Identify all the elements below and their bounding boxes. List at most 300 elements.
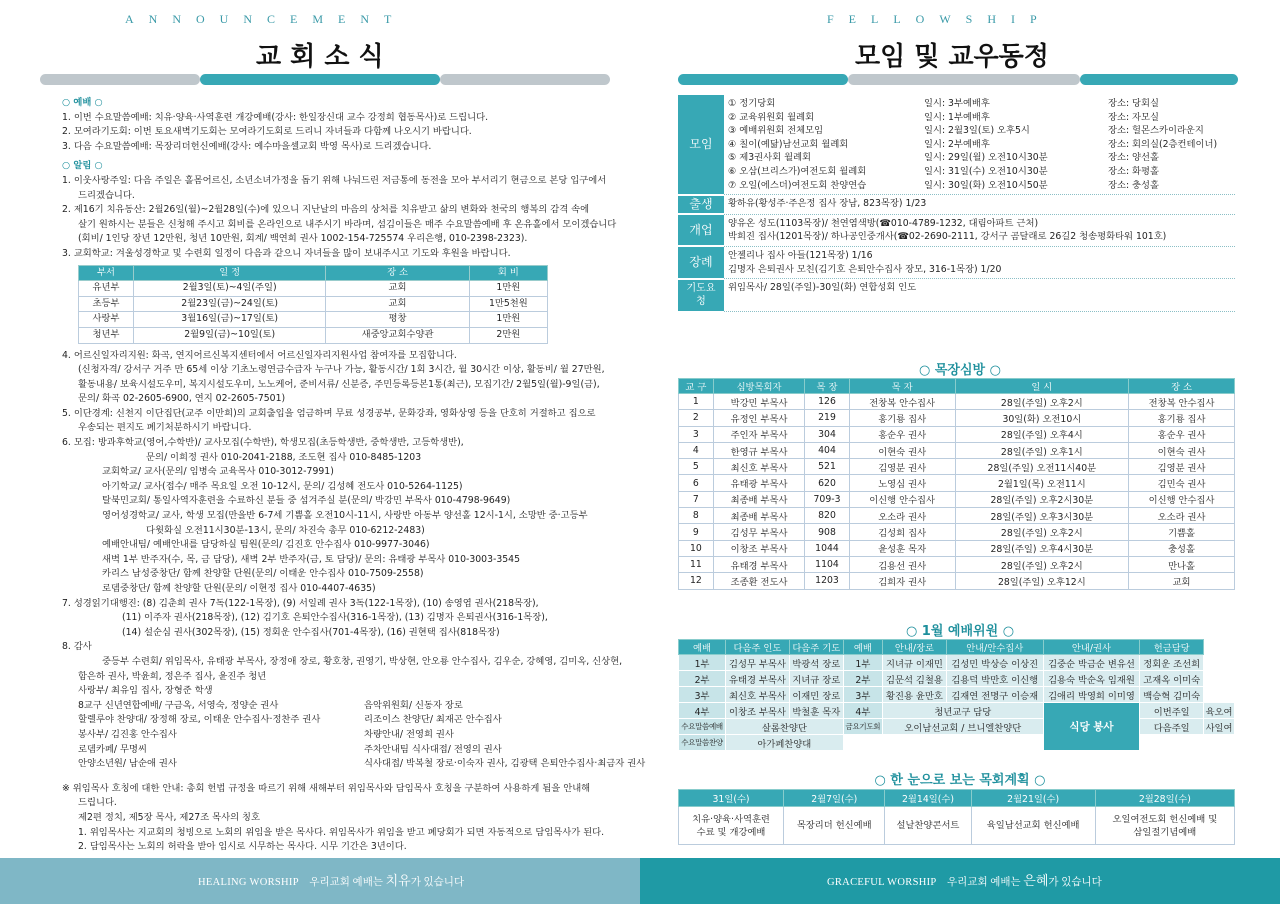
visit-table-cell: 10 — [679, 540, 714, 556]
table-row — [679, 687, 1235, 703]
meeting-field: 일시: 3부예배후 — [924, 98, 990, 109]
meal-service-cell: 사일여 — [1204, 719, 1235, 735]
notice-item: 다윗화실 오전11시30분-13시, 문의/ 차진숙 총무 010-6212-2483) — [146, 524, 425, 536]
table-row — [679, 410, 1235, 426]
notice-item: 제2편 정치, 제5장 목사, 제27조 목사의 칭호 — [78, 811, 261, 823]
visit-table-cell: 28일(주일) 오후3시30분 — [955, 508, 1129, 524]
table-row — [679, 573, 1235, 589]
visit-table-cell: 304 — [805, 426, 849, 442]
duty-table-cell: 이창조 부목사 — [726, 703, 790, 719]
funeral-list — [724, 246, 1235, 278]
visit-table-cell: 126 — [805, 394, 849, 410]
visit-table-header: 목 자 — [849, 379, 955, 394]
plan-table-header: 2월14일(수) — [885, 790, 971, 807]
notice-item: 영어성경학교/ 교사, 학생 모집(만을반 6-7세 기쁨홀 오전10시-11시, 사랑반 아동부 양선홀 12시-1시, 소망반 중·고등부 — [102, 510, 588, 522]
table-row — [679, 459, 1235, 475]
notice-list-1 — [62, 174, 617, 262]
table-row — [79, 327, 548, 343]
school-table-cell: 2월3일(토)~4일(주일) — [133, 281, 325, 297]
plan-title: ○ 한 눈으로 보는 목회계획 ○ — [874, 773, 1046, 788]
table-row — [679, 475, 1235, 491]
notice-item: 1. 이웃사랑주일: 다음 주일은 홀몸어르신, 소년소녀가정을 돕기 위해 나눠드린 저금통에 동전을 모아 부서리기 현금으로 본당 입구에서 — [62, 174, 607, 186]
thanks-item: 주차안내팀 식사대접/ 전영의 권사 — [364, 743, 502, 755]
meeting-field: ③ 예배위원회 전체모임 — [728, 125, 824, 137]
footer-phrase-post: 가 있습니다 — [410, 877, 465, 888]
fellowship-kicker: FELLOWSHIP — [827, 12, 1052, 26]
prayer-item: 위임목사/ 28일(주일)-30일(화) 연합성회 인도 — [728, 282, 917, 294]
title-bar-center — [848, 74, 1080, 85]
visit-table-cell: 28일(주일) 오후1시 — [955, 442, 1129, 458]
meeting-field: 일시: 2월3일(토) 오후5시 — [924, 125, 1030, 137]
table-row — [679, 491, 1235, 507]
notice-item: 교회학교/ 교사(문의/ 임병숙 교육목사 010-3012-7991) — [102, 466, 334, 478]
plan-line: 목장리더 헌신예배 — [796, 820, 872, 831]
visit-table — [678, 378, 1235, 590]
visit-table-cell: 김민숙 권사 — [1129, 475, 1235, 491]
visit-table-cell: 김성희 집사 — [849, 524, 955, 540]
visit-table-cell: 최종배 부목사 — [713, 508, 805, 524]
duty-table-header: 예배 — [679, 640, 726, 655]
visit-table-cell: 조종환 전도사 — [713, 573, 805, 589]
thanks-item: 로뎀카페/ 무명씨 — [78, 743, 147, 755]
visit-table-cell: 28일(주일) 오후12시 — [955, 573, 1129, 589]
visit-table-cell: 1203 — [805, 573, 849, 589]
duty-table-cell: 김재연 전명구 이승재 — [946, 687, 1043, 703]
table-row — [79, 312, 548, 328]
duty-table-header: 안내/장로 — [883, 640, 947, 655]
duty-table-cell: 4부 — [679, 703, 726, 719]
duty-table-cell: 김용숙 박순옥 임재원 — [1043, 671, 1140, 687]
duty-table-cell: 수요말씀예배 — [679, 719, 726, 735]
visit-table-header: 심방목회자 — [713, 379, 805, 394]
plan-line: 육일남선교회 헌신예배 — [986, 820, 1080, 831]
visit-table-cell: 최신호 부목사 — [713, 459, 805, 475]
birth-label: 출생 — [678, 195, 724, 215]
meeting-list — [724, 95, 1235, 195]
plan-table-header: 2월7일(수) — [784, 790, 885, 807]
thanks-item: 차량안내/ 전영희 권사 — [364, 728, 454, 740]
meeting-field: 일시: 29일(월) 오전10시30분 — [924, 152, 1048, 164]
footer-phrase-word: 치유 — [385, 873, 411, 888]
school-table-cell: 유년부 — [79, 281, 134, 297]
notice-item: 2. 제16기 치유동산: 2월26일(월)~2월28일(수)에 있으니 지난날의 마음의 상처를 치유받고 삶의 변화와 천국의 행복의 감격 속에 — [62, 204, 590, 216]
school-table-header: 일 정 — [133, 265, 325, 281]
duty-table-cell: 지녀규 이재민 — [883, 655, 947, 671]
title-bar-left — [678, 74, 848, 85]
duty-table-cell: 이재민 장로 — [789, 687, 843, 703]
duty-table-header: 헌금담당 — [1140, 640, 1204, 655]
visit-table-cell: 최종배 부목사 — [713, 491, 805, 507]
school-table-header: 장 소 — [326, 265, 469, 281]
school-table-cell: 교회 — [326, 281, 469, 297]
visit-table-cell: 28일(주일) 오후4시30분 — [955, 540, 1129, 556]
visit-table-cell: 709-3 — [805, 491, 849, 507]
duty-table-cell: 김애리 박영희 이미영 — [1043, 687, 1140, 703]
meeting-field: 장소: 충성홀 — [1108, 179, 1159, 191]
school-table-cell: 1만원 — [469, 312, 547, 328]
visit-title: ○ 목장심방 ○ — [919, 363, 1001, 378]
meeting-field: ② 교육위원회 월례회 — [728, 111, 815, 123]
visit-table-cell: 노영심 권사 — [849, 475, 955, 491]
table-row — [79, 296, 548, 312]
plan-line: 치유·양육·사역훈련 — [692, 813, 770, 825]
visit-table-cell: 주인자 부목사 — [713, 426, 805, 442]
duty-table-cell: 김용덕 박만호 이신행 — [946, 671, 1043, 687]
thanks-column-right — [364, 699, 646, 772]
visit-table-cell: 기쁨홀 — [1129, 524, 1235, 540]
thanks-columns — [62, 699, 646, 772]
duty-table-cell: 백승혁 김미숙 — [1140, 687, 1204, 703]
duty-table-cell: 김중순 박금순 변유선 — [1043, 655, 1140, 671]
visit-table-cell: 만나홀 — [1129, 556, 1235, 572]
visit-table-cell: 김영분 권사 — [1129, 459, 1235, 475]
notice-item: 로뎀중창단/ 함께 찬양할 단원(문의/ 이현정 집사 010-4407-4635) — [102, 583, 376, 594]
notice-item: 2. 담임목사는 노회의 허락을 받아 임시로 시무하는 목사다. 시무 기간은 3년이다. — [78, 841, 407, 853]
table-row — [679, 524, 1235, 540]
school-table-cell: 청년부 — [79, 327, 134, 343]
visit-table-cell: 404 — [805, 442, 849, 458]
school-table-cell: 1만원 — [469, 281, 547, 297]
worship-item: 3. 다음 수요말씀예배: 목장리더헌신예배(강사: 예수마을셀교회 박영 목사)로 드리겠습니다. — [62, 140, 432, 152]
table-row — [679, 442, 1235, 458]
visit-table-cell: 30일(화) 오전10시 — [955, 410, 1129, 426]
meeting-item — [728, 165, 1231, 179]
visit-table-cell: 김성무 부목사 — [713, 524, 805, 540]
visit-table-cell: 교회 — [1129, 573, 1235, 589]
visit-table-cell: 윤성훈 목자 — [849, 540, 955, 556]
notice-list-2 — [62, 349, 623, 699]
fellowship-page — [640, 0, 1280, 904]
school-table-cell: 초등부 — [79, 296, 134, 312]
plan-table — [678, 789, 1235, 845]
visit-table-cell: 28일(주일) 오후2시 — [955, 556, 1129, 572]
visit-table-cell: 홍순우 권사 — [849, 426, 955, 442]
visit-table-cell: 김영분 권사 — [849, 459, 955, 475]
visit-table-cell: 1104 — [805, 556, 849, 572]
visit-table-cell: 한영규 부목사 — [713, 442, 805, 458]
opening-label: 개업 — [678, 214, 724, 246]
table-row — [679, 508, 1235, 524]
visit-table-cell: 전창복 안수집사 — [849, 394, 955, 410]
duty-table-cell: 살롬찬양단 — [726, 719, 844, 735]
duty-table-header: 다음주 인도 — [726, 640, 790, 655]
duty-table-cell: 수요말씀찬양 — [679, 735, 726, 751]
table-row — [679, 426, 1235, 442]
title-bar-right — [1080, 74, 1238, 85]
visit-table-cell: 2월1일(목) 오전11시 — [955, 475, 1129, 491]
duty-table-cell: 1부 — [679, 655, 726, 671]
duty-table-cell: 지녀규 장로 — [789, 671, 843, 687]
visit-table-cell: 8 — [679, 508, 714, 524]
notice-item: 3. 교회학교: 겨울성경학교 및 수련회 일정이 다음과 같으니 자녀들을 많이 보내주시고 기도와 후원을 바랍니다. — [62, 247, 511, 259]
visit-table-cell: 5 — [679, 459, 714, 475]
meeting-field: 장소: 화평홀 — [1108, 165, 1159, 177]
thanks-item: 할렐루야 찬양대/ 장정해 장로, 이태운 안수집사·정찬주 권사 — [78, 714, 321, 726]
visit-table-cell: 28일(주일) 오후2시30분 — [955, 491, 1129, 507]
notice-item: 새벽 1부 반주자(수, 목, 금 담당), 새벽 2부 반주자(금, 토 담당)/ 문의: 유태광 부목사 010-3003-3545 — [102, 553, 521, 565]
meeting-label: 모임 — [678, 95, 724, 195]
visit-table-header: 목 장 — [805, 379, 849, 394]
footer-phrase-pre: 우리교회 예배는 — [947, 877, 1021, 888]
visit-table-cell: 이신행 안수집사 — [849, 491, 955, 507]
visit-table-cell: 12 — [679, 573, 714, 589]
thanks-item: 리조이스 찬양단/ 최재곤 안수집사 — [364, 714, 502, 726]
duty-table-cell: 금요기도회 — [843, 719, 882, 735]
thanks-item: 식사대접/ 박복철 장로·이숙자 권사, 김광택 은퇴안수집사·최금자 권사 — [364, 758, 646, 770]
meeting-field: ⑥ 오삼(브리스가)여전도회 월례회 — [728, 165, 867, 177]
meeting-item — [728, 124, 1231, 138]
notice-item: 문의/ 화곡 02-2605-6900, 연지 02-2605-7501) — [78, 393, 286, 405]
meeting-field: 일시: 30일(화) 오전10시50분 — [924, 179, 1048, 191]
visit-table-cell: 홍기룡 집사 — [1129, 410, 1235, 426]
visit-table-cell: 28일(주일) 오후2시 — [955, 394, 1129, 410]
notice-item: 6. 모집: 방과후학교(영어,수학반)/ 교사모집(수학반), 학생모집(초등학생반, 중학생반, 고등학생반), — [62, 437, 464, 449]
visit-table-cell: 유정인 부목사 — [713, 410, 805, 426]
prayer-label: 기도요청 — [678, 279, 724, 312]
visit-table-cell: 전창복 안수집사 — [1129, 394, 1235, 410]
visit-table-cell: 박강민 부목사 — [713, 394, 805, 410]
funeral-item: 안젤리나 집사 아들(121목장) 1/16 — [728, 249, 873, 261]
school-table-cell: 3월16일(금)~17일(토) — [133, 312, 325, 328]
visit-table-header: 일 시 — [955, 379, 1129, 394]
church-school-table — [78, 265, 548, 344]
birth-list — [724, 195, 1235, 215]
notice-item: 4. 어르신일자리지원: 화곡, 연지어르신복지센터에서 어르신일자리지원사업 참여자를 모집합니다. — [62, 349, 457, 361]
open-item: 양유온 성도(1103목장)/ 천연염색방(☎010-4789-1232, 대림아파트 근처) — [728, 217, 1039, 229]
duty-table-header: 안내/권사 — [1043, 640, 1140, 655]
duty-table-cell: 정회운 조선희 — [1140, 655, 1204, 671]
meeting-field: ④ 칠이(예닮)남선교회 월례회 — [728, 138, 849, 150]
meal-service-cell: 다음주일 — [1140, 719, 1204, 735]
visit-table-cell: 28일(주일) 오후4시 — [955, 426, 1129, 442]
visit-table-cell: 4 — [679, 442, 714, 458]
table-row — [679, 394, 1235, 410]
meeting-field: 장소: 자모실 — [1108, 111, 1159, 123]
school-table-cell: 사랑부 — [79, 312, 134, 328]
duty-table-cell: 최신호 부목사 — [726, 687, 790, 703]
school-table-cell: 평창 — [326, 312, 469, 328]
duty-title: ○ 1월 예배위원 ○ — [905, 624, 1015, 639]
duty-table-cell: 청년교구 담당 — [883, 703, 1044, 719]
announcement-kicker: ANNOUNCEMENT — [125, 12, 407, 26]
notice-item: 함은하 권사, 박윤희, 정은주 집사, 윤진주 청년 — [78, 670, 267, 682]
school-table-cell: 2월9일(금)~10일(토) — [133, 327, 325, 343]
footer-english: HEALING WORSHIP — [198, 877, 299, 888]
meeting-field: 장소: 헐몬스카이라운지 — [1108, 125, 1204, 137]
notice-item: 드립니다. — [78, 797, 117, 809]
fellowship-title: 모임 및 교우동정 — [855, 42, 1049, 72]
footer-phrase-post: 가 있습니다 — [1048, 877, 1102, 888]
table-row — [679, 655, 1235, 671]
notice-item: 살기 원하시는 분들은 신청해 주시고 회비를 온라인으로 내주시기 바라며, 섬김이들은 매주 수요말씀예배 후 온유홀에서 모이겠습니다 — [78, 218, 617, 230]
visit-table-cell: 홍기룡 집사 — [849, 410, 955, 426]
meeting-field: ⑤ 제3권사회 월례회 — [728, 152, 812, 164]
duty-table-cell: 유태경 부목사 — [726, 671, 790, 687]
plan-line: 수료 및 개강예배 — [696, 826, 766, 838]
visit-table-cell: 1 — [679, 394, 714, 410]
visit-table-cell: 620 — [805, 475, 849, 491]
visit-table-cell: 2 — [679, 410, 714, 426]
table-row — [679, 540, 1235, 556]
duty-table-cell: 4부 — [843, 703, 882, 719]
meeting-item — [728, 138, 1231, 152]
meeting-field: 장소: 회의실(2층컨테이너) — [1108, 138, 1218, 150]
plan-table-header: 31일(수) — [679, 790, 784, 807]
visit-table-cell: 3 — [679, 426, 714, 442]
plan-table-cell — [784, 807, 885, 845]
duty-table-cell: 1부 — [843, 655, 882, 671]
footer-phrase-word: 은혜 — [1023, 873, 1049, 888]
meeting-field: ⑦ 오일(에스더)여전도회 찬양연습 — [728, 179, 867, 191]
duty-table-cell: 박광석 장로 — [789, 655, 843, 671]
worship-section-header: ○ 예배 ○ — [62, 97, 103, 108]
table-row — [679, 703, 1235, 719]
duty-table-cell: 김성무 부목사 — [726, 655, 790, 671]
title-bar-center — [200, 74, 440, 85]
thanks-item: 봉사부/ 김진홍 안수집사 — [78, 728, 177, 740]
school-table-cell: 새중앙교회수양관 — [326, 327, 469, 343]
notice-item: 아기학교/ 교사(접수/ 매주 목요일 오전 10-12시, 문의/ 김성혜 전도사 010-5264-1125) — [102, 480, 463, 492]
visit-table-cell: 820 — [805, 508, 849, 524]
notice-item: 사랑부/ 최유임 집사, 장형준 학생 — [78, 685, 213, 697]
visit-table-cell: 유태광 부목사 — [713, 475, 805, 491]
visit-table-cell: 충성홀 — [1129, 540, 1235, 556]
notice-item: 8. 감사 — [62, 641, 92, 653]
duty-table-cell: 2부 — [843, 671, 882, 687]
announcement-title: 교 회 소 식 — [256, 42, 384, 72]
notice-item: 활동내용/ 보육시설도우미, 복지시설도우미, 노노케어, 준비서류/ 신분증, 주민등록등본1통(최근), 모집기간/ 2월5일(월)-9일(금), — [78, 378, 600, 390]
birth-item: 황하유(황성주·주은정 집사 장남, 823목장) 1/23 — [728, 198, 927, 210]
funeral-label: 장례 — [678, 246, 724, 278]
meeting-item — [728, 97, 1231, 111]
visit-table-cell: 11 — [679, 556, 714, 572]
meeting-field: 일시: 1부예배후 — [924, 111, 990, 123]
visit-table-cell: 이현숙 권사 — [849, 442, 955, 458]
pastor-title-notice — [62, 782, 614, 855]
worship-item: 2. 모여라기도회: 이번 토요새벽기도회는 모여라기도회로 드리니 자녀들과 다함께 나오시기 바랍니다. — [62, 126, 472, 138]
notice-item: 우송되는 편지도 폐기처분하시기 바랍니다. — [78, 422, 252, 434]
footer-english: GRACEFUL WORSHIP — [827, 877, 937, 888]
funeral-item: 김명자 은퇴권사 모친(김기호 은퇴안수집사 장모, 316-1목장) 1/20 — [728, 263, 1002, 275]
plan-line: 삼일절기념예배 — [1133, 826, 1197, 838]
duty-table-header: 안내/안수집사 — [946, 640, 1043, 655]
plan-table-cell — [679, 807, 784, 845]
fellowship-info-table — [678, 95, 1235, 313]
meal-service-cell: 육오여 — [1204, 703, 1235, 719]
table-row — [679, 719, 1235, 735]
visit-table-cell: 1044 — [805, 540, 849, 556]
duty-table-cell: 오이남선교회 / 브니엘찬양단 — [883, 719, 1044, 735]
visit-table-cell: 908 — [805, 524, 849, 540]
duty-table-header: 다음주 기도 — [789, 640, 843, 655]
visit-table-cell: 219 — [805, 410, 849, 426]
notice-item: (회비/ 1인당 장년 12만원, 청년 10만원, 회계/ 백연희 권사 1002-154-725574 우리은행, 010-2398-2323). — [78, 233, 528, 245]
visit-table-cell: 9 — [679, 524, 714, 540]
visit-table-header: 장 소 — [1129, 379, 1235, 394]
opening-list — [724, 214, 1235, 246]
plan-table-cell — [971, 807, 1095, 845]
visit-table-cell: 김희자 권사 — [849, 573, 955, 589]
visit-table-cell: 이창조 부목사 — [713, 540, 805, 556]
duty-table-header: 예배 — [843, 640, 882, 655]
notice-item: ※ 위임목사 호칭에 대한 안내: 총회 헌법 규정을 따르기 위해 새해부터 위임목사와 담임목사 호칭을 구분하여 사용하게 됨을 안내해 — [62, 782, 591, 794]
right-footer — [640, 858, 1280, 904]
duty-table-cell: 3부 — [843, 687, 882, 703]
notice-section-header: ○ 알림 ○ — [62, 160, 103, 172]
open-item: 박희진 집사(1201목장)/ 하나공인중개사(☎02-2690-2111, 강서구 곰달래로 26길2 청송평화타워 101호) — [728, 231, 1167, 243]
visit-table-cell: 521 — [805, 459, 849, 475]
thanks-column-left — [78, 699, 364, 772]
meeting-field: 장소: 양선홀 — [1108, 152, 1159, 164]
notice-item: 1. 위임목사는 지교회의 청빙으로 노회의 위임을 받은 목사다. 위임목사가 위임을 받고 폐당회가 되면 자동적으로 담임목사가 된다. — [78, 826, 605, 838]
plan-table-cell — [885, 807, 971, 845]
notice-item: 예배안내팀/ 예배안내를 담당하실 팀원(문의/ 김진호 안수집사 010-9977-3046) — [102, 539, 430, 551]
plan-table-cell — [1095, 807, 1234, 845]
school-table-header: 부서 — [79, 265, 134, 281]
table-row — [79, 281, 548, 297]
plan-line: 오일여전도회 헌신예배 및 — [1112, 813, 1218, 825]
visit-table-cell: 7 — [679, 491, 714, 507]
visit-table-header: 교 구 — [679, 379, 714, 394]
visit-table-cell: 홍순우 권사 — [1129, 426, 1235, 442]
notice-item: 드리겠습니다. — [78, 189, 135, 201]
meeting-field: 일시: 31일(수) 오전10시30분 — [924, 165, 1048, 177]
table-row — [679, 556, 1235, 572]
table-row — [679, 735, 1235, 751]
meeting-field: ① 정기당회 — [728, 98, 776, 109]
notice-item: 탈북민교회/ 통일사역자훈련을 수료하신 분들 중 섬겨주실 분(문의/ 박강민 부목사 010-4798-9649) — [102, 495, 511, 507]
duty-table-blank — [843, 735, 1043, 751]
duty-table-cell: 2부 — [679, 671, 726, 687]
meeting-field: 일시: 2부예배후 — [924, 138, 990, 150]
meeting-item — [728, 111, 1231, 125]
duty-table-cell: 김성민 박상승 이상진 — [946, 655, 1043, 671]
notice-item: (신청자격/ 강서구 거주 만 65세 이상 기초노령연금수급자 누구나 가능, 활동시간/ 1회 3시간, 월 30시간 이상, 활동비/ 월 27만원, — [78, 364, 605, 376]
visit-table-cell: 이신행 안수집사 — [1129, 491, 1235, 507]
footer-phrase-pre: 우리교회 예배는 — [309, 877, 383, 888]
visit-table-cell: 유태경 부목사 — [713, 556, 805, 572]
left-footer — [0, 858, 640, 904]
thanks-item: 8교구 신년연합예배/ 구금옥, 서영숙, 정양순 권사 — [78, 699, 279, 711]
notice-item: 문의/ 이희정 권사 010-2041-2188, 조도현 집사 010-8485-1203 — [146, 451, 422, 463]
visit-table-cell: 오소라 권사 — [1129, 508, 1235, 524]
thanks-item: 안양소년원/ 남순애 권사 — [78, 758, 177, 770]
meal-service-cell: 이번주일 — [1140, 703, 1204, 719]
title-bar-right — [440, 74, 610, 85]
notice-item: 카리스 남성중창단/ 함께 찬양할 단원(문의/ 이태운 안수집사 010-7509-2558) — [102, 568, 424, 580]
plan-table-header: 2월28일(수) — [1095, 790, 1234, 807]
school-table-cell: 2만원 — [469, 327, 547, 343]
worship-list — [62, 111, 614, 155]
duty-table-cell: 김문석 김철용 — [883, 671, 947, 687]
meeting-field: 장소: 당회실 — [1108, 98, 1159, 109]
meeting-item — [728, 179, 1231, 193]
plan-table-header: 2월21일(수) — [971, 790, 1095, 807]
duty-table — [678, 639, 1235, 751]
worship-item: 1. 이번 수요말씀예배: 치유·양육·사역훈련 개강예배(강사: 한일장신대 교수 강정희 협동목사)로 드립니다. — [62, 111, 489, 123]
notice-item: 중등부 수련회/ 위임목사, 유태광 부목사, 장정애 장로, 황호창, 권영기, 박상현, 안오룡 안수집사, 김우순, 강혜영, 김미옥, 신상현, — [102, 655, 623, 667]
title-bar-left — [40, 74, 200, 85]
duty-table-cell: 박철훈 목자 — [789, 703, 843, 719]
school-table-cell: 1만5천원 — [469, 296, 547, 312]
visit-table-cell: 28일(주일) 오전11시40분 — [955, 459, 1129, 475]
visit-table-cell: 6 — [679, 475, 714, 491]
school-table-cell: 교회 — [326, 296, 469, 312]
school-table-header: 회 비 — [469, 265, 547, 281]
plan-line: 설날찬양콘서트 — [896, 820, 960, 831]
announcement-body — [62, 95, 646, 855]
thanks-item: 음악위원회/ 신동자 장로 — [364, 699, 463, 711]
